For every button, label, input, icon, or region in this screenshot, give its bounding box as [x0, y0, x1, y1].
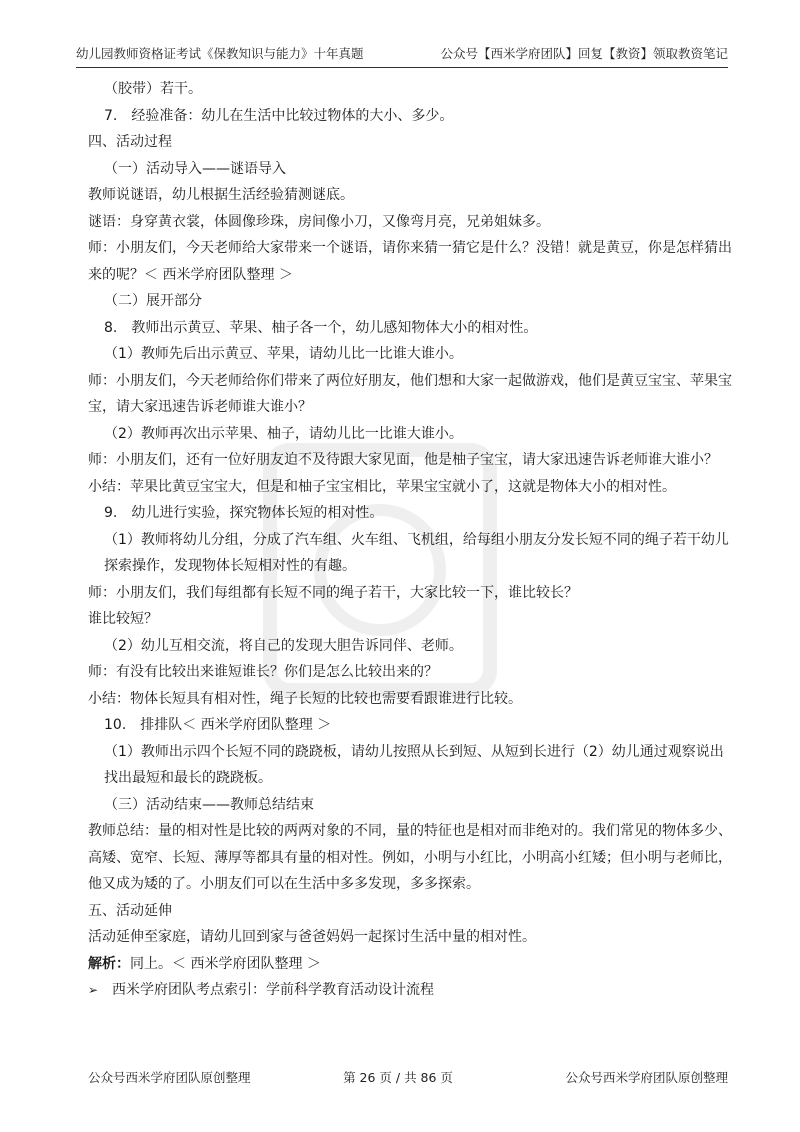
text-line: 小结：苹果比黄豆宝宝大，但是和柚子宝宝相比，苹果宝宝就小了，这就是物体大小的相对性。	[88, 478, 676, 495]
text-line: （一）活动导入——谜语导入	[104, 160, 286, 177]
text-line: （二）展开部分	[104, 293, 202, 309]
arrow-bullet-icon: ➢	[88, 983, 99, 997]
text-line: 五、活动延伸	[88, 902, 172, 919]
text-line: 师：小朋友们，今天老师给你们带来了两位好朋友，他们想和大家一起做游戏，他们是黄豆宝宝、苹果宝宝，请大家迅速告诉老师谁大谁小？	[88, 372, 732, 415]
text-line: 10. 排排队＜ 西米学府团队整理 ＞	[104, 717, 332, 733]
text-line: 师：小朋友们，还有一位好朋友迫不及待跟大家见面，他是柚子宝宝，请大家迅速告诉老师谁大谁小？	[88, 452, 718, 468]
text-line: 7. 经验准备：幼儿在生活中比较过物体的大小、多少。	[104, 107, 454, 124]
text-line: （胶带）若干。	[104, 81, 202, 97]
footer-left-text: 公众号西米学府团队原创整理	[88, 1070, 251, 1085]
analysis-label: 解析：	[88, 955, 130, 972]
text-line: 教师说谜语，幼儿根据生活经验猜测谜底。	[88, 187, 354, 203]
document-body	[88, 76, 732, 1004]
index-text: 西米学府团队考点索引：学前科学教育活动设计流程	[112, 982, 434, 998]
text-line: （三）活动结束——教师总结结束	[104, 796, 314, 813]
header-left-text: 幼儿园教师资格证考试《保教知识与能力》十年真题	[76, 46, 364, 61]
text-line: 活动延伸至家庭，请幼儿回到家与爸爸妈妈一起探讨生活中量的相对性。	[88, 929, 536, 945]
analysis-text: 同上。＜ 西米学府团队整理 ＞	[130, 955, 321, 972]
text-line: （2）教师再次出示苹果、柚子，请幼儿比一比谁大谁小。	[104, 425, 463, 442]
footer-right-text: 公众号西米学府团队原创整理	[565, 1070, 728, 1085]
text-line: 谜语：身穿黄衣裳，体圆像珍珠，房间像小刀，又像弯月亮，兄弟姐妹多。	[88, 213, 550, 230]
page-header	[76, 44, 728, 64]
text-line: 师：小朋友们，今天老师给大家带来一个谜语，请你来猜一猜它是什么？没错！就是黄豆，你是怎样猜出来的呢？＜ 西米学府团队整理 ＞	[88, 240, 732, 283]
header-divider	[76, 67, 728, 68]
text-line: 师：小朋友们，我们每组都有长短不同的绳子若干，大家比较一下，谁比较长？	[88, 584, 578, 601]
page-number: 第 26 页 / 共 86 页	[343, 1070, 453, 1085]
analysis-line	[88, 951, 732, 978]
text-line: 小结：物体长短具有相对性，绳子长短的比较也需要看跟谁进行比较。	[88, 690, 522, 707]
text-line: 8. 教师出示黄豆、苹果、柚子各一个，幼儿感知物体大小的相对性。	[104, 319, 538, 336]
text-line: （2）幼儿互相交流，将自己的发现大胆告诉同伴、老师。	[104, 637, 463, 654]
text-line: 师：有没有比较出来谁短谁长？你们是怎么比较出来的？	[88, 664, 438, 680]
text-line: （1）教师出示四个长短不同的跷跷板，请幼儿按照从长到短、从短到长进行（2）幼儿通过观察说出找出最短和最长的跷跷板。	[104, 743, 724, 786]
header-right-text: 公众号【西米学府团队】回复【教资】领取教资笔记	[440, 46, 728, 61]
text-line: （1）教师先后出示黄豆、苹果，请幼儿比一比谁大谁小。	[104, 346, 463, 362]
text-line: （1）教师将幼儿分组，分成了汽车组、火车组、飞机组，给每组小朋友分发长短不同的绳子若干幼儿探索操作，发现物体长短相对性的有趣。	[104, 531, 729, 574]
text-line: 谁比较短？	[88, 611, 158, 627]
text-line: 教师总结：量的相对性是比较的两两对象的不同，量的特征也是相对而非绝对的。我们常见的物体多少、高矮、宽窄、长短、薄厚等都具有量的相对性。例如，小明与小红比，小明高小红矮；但小明与老师比，他又成为矮的了。小朋友们可以在生活中多多发现，多多探索。	[88, 823, 732, 892]
index-line	[88, 977, 732, 1004]
text-line: 9. 幼儿进行实验，探究物体长短的相对性。	[104, 505, 384, 521]
text-line: 四、活动过程	[88, 134, 172, 150]
page-footer	[88, 1068, 728, 1088]
